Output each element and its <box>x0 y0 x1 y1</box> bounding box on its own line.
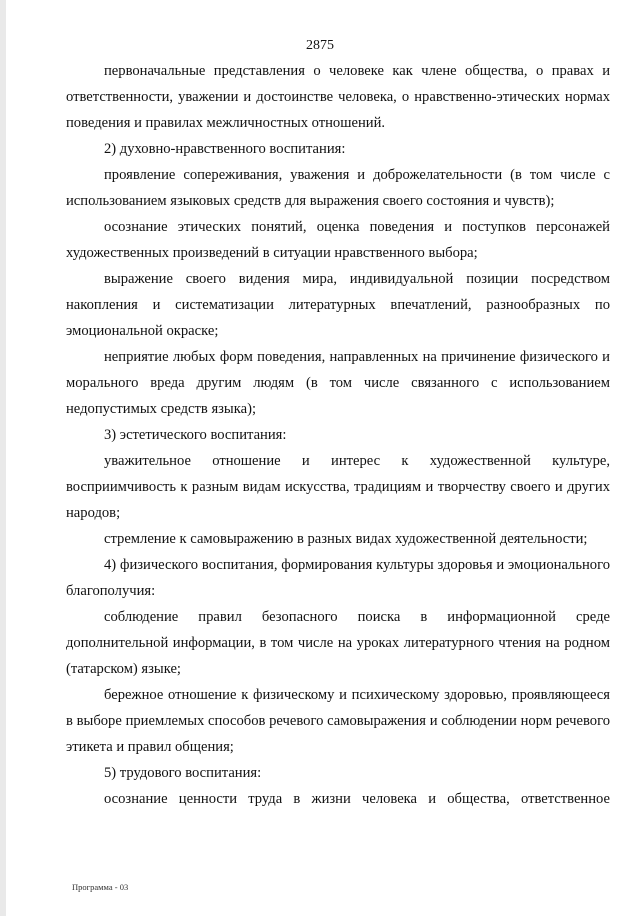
paragraph-empathy: проявление сопереживания, уважения и доброжелательности (в том числе с использованием языковых средств для выражения своего состояния и чувств); <box>66 167 610 209</box>
paragraph-civic-intro: первоначальные представления о человеке как члене общества, о правах и ответственности, уважении и достоинстве человека, о нравственно-этических нормах поведения и правилах межличностных отношений. <box>66 63 610 131</box>
heading-aesthetic: 3) эстетического воспитания: <box>104 427 287 443</box>
page-number: 2875 <box>306 38 334 53</box>
footer-label: Программа - 03 <box>72 882 129 892</box>
heading-spiritual-moral: 2) духовно-нравственного воспитания: <box>104 141 346 157</box>
document-body <box>66 58 610 812</box>
heading-labor: 5) трудового воспитания: <box>104 765 262 781</box>
paragraph-rejection: неприятие любых форм поведения, направленных на причинение физического и морального вреда другим людям (в том числе связанного с использованием недопустимых средств языка); <box>66 349 610 417</box>
paragraph-safe-search: соблюдение правил безопасного поиска в информационной среде дополнительной информации, в том числе на уроках литературного чтения на родном (татарском) языке; <box>66 609 610 677</box>
paragraph-art-respect: уважительное отношение и интерес к художественной культуре, восприимчивость к разным видам искусства, традициям и творчеству своего и других народов; <box>66 453 610 521</box>
paragraph-self-expression: стремление к самовыражению в разных видах художественной деятельности; <box>104 531 588 547</box>
paragraph-ethics: осознание этических понятий, оценка поведения и поступков персонажей художественных произведений в ситуации нравственного выбора; <box>66 219 610 261</box>
paragraph-labor-value: осознание ценности труда в жизни человека и общества, ответственное <box>104 791 610 807</box>
heading-physical: 4) физического воспитания, формирования культуры здоровья и эмоционального благополучия: <box>66 557 610 599</box>
paragraph-health: бережное отношение к физическому и психическому здоровью, проявляющееся в выборе приемлемых способов речевого самовыражения и соблюдении норм речевого этикета и правил общения; <box>66 687 610 755</box>
paragraph-worldview: выражение своего видения мира, индивидуальной позиции посредством накопления и систематизации литературных впечатлений, разнообразных по эмоциональной окраске; <box>66 271 610 339</box>
